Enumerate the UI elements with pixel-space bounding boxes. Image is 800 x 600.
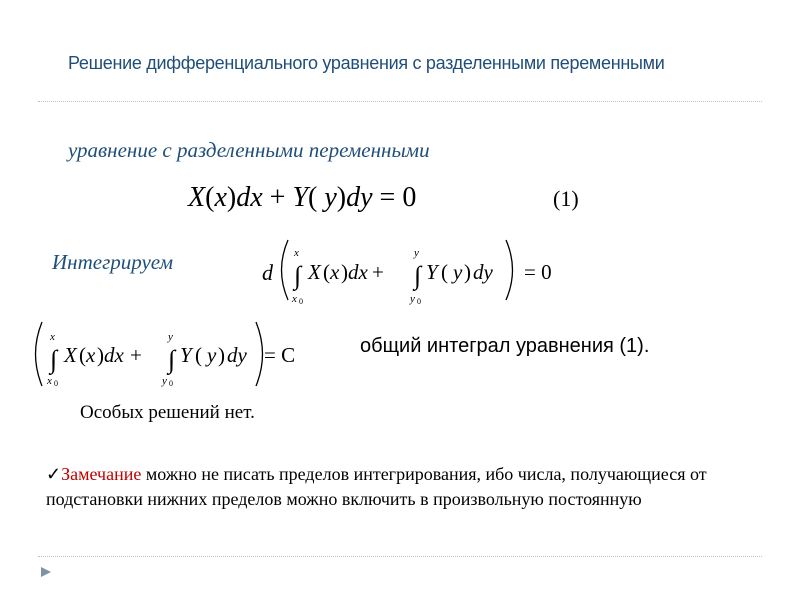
svg-text:+: + [372,260,384,284]
subtitle: уравнение с разделенными переменными [68,138,430,162]
no-special-solutions: Особых решений нет. [80,402,255,423]
general-integral-label: общий интеграл уравнения (1). [360,335,650,357]
svg-text:): ) [97,343,104,367]
svg-text:y: y [162,375,167,387]
svg-text:y: y [410,293,415,305]
remark-block [46,462,746,512]
remark-text: можно не писать пределов интегрирования, ибо числа, получающиеся от подстановки нижних пределов можно включить в произвольную постоянную [46,464,707,509]
integral-equation [256,232,576,308]
checkmark-icon: ✓ [46,464,62,484]
integral-sign: ∫ [168,345,176,374]
svg-text:Y: Y [180,343,192,367]
svg-text:x: x [292,293,297,305]
svg-text:+: + [130,343,142,367]
svg-text:0: 0 [299,297,303,306]
title-divider [38,101,762,102]
svg-text:dy: dy [473,260,493,284]
svg-text:): ) [341,260,348,284]
svg-text:(: ( [441,260,448,284]
integral-sign: ∫ [414,261,422,290]
svg-text:= C: = C [264,343,296,367]
svg-text:dx: dx [104,343,124,367]
equation-number: (1) [553,186,579,211]
svg-text:0: 0 [54,379,58,388]
svg-text:0: 0 [169,379,173,388]
svg-text:y: y [453,260,463,284]
integrate-label: Интегрируем [52,250,174,274]
svg-text:(: ( [323,260,330,284]
svg-text:y: y [414,247,419,259]
slide-title: Решение дифференциального уравнения с разделенными переменными [68,53,665,73]
svg-text:X: X [64,343,77,367]
remark-keyword: Замечание [61,464,142,484]
svg-text:0: 0 [417,297,421,306]
svg-text:x: x [330,260,340,284]
svg-text:): ) [464,260,471,284]
svg-text:y: y [207,343,217,367]
svg-text:dy: dy [227,343,247,367]
svg-text:= 0: = 0 [524,260,552,284]
svg-text:y: y [168,331,173,343]
general-integral-equation [30,316,320,392]
svg-text:x: x [294,247,299,259]
svg-text:dx: dx [348,260,368,284]
svg-text:X: X [308,260,321,284]
svg-text:Y: Y [426,260,438,284]
svg-text:(: ( [195,343,202,367]
triangle-right-icon[interactable] [40,566,52,578]
integral-sign: ∫ [50,345,58,374]
svg-text:d: d [262,260,273,285]
footer-divider [38,556,762,557]
svg-text:(: ( [79,343,86,367]
integral-sign: ∫ [294,261,302,290]
equation-1: X(x)dx + Y( y)dy = 0 [188,182,417,213]
svg-text:x: x [50,331,55,343]
svg-text:x: x [47,375,52,387]
svg-text:x: x [86,343,96,367]
svg-text:): ) [218,343,225,367]
